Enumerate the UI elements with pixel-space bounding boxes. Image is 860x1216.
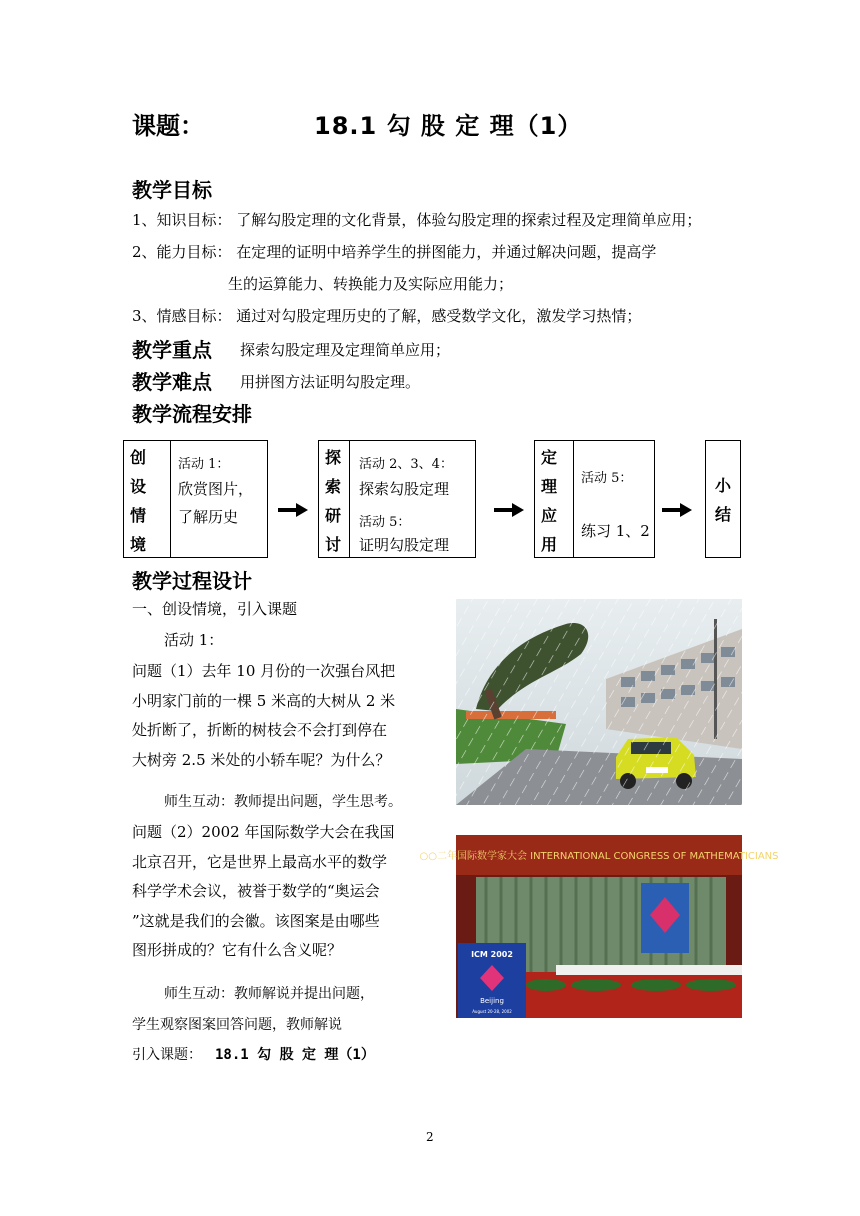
- intro-title: 18.1 勾 股 定 理（1）: [215, 1047, 375, 1063]
- flow-box-1-title-2: 设: [129, 477, 146, 496]
- objective-2: 2、能力目标： 在定理的证明中培养学生的拼图能力，并通过解决问题，提高学: [132, 243, 657, 261]
- flow-box-2-line-3: 活动 5：: [359, 515, 411, 530]
- intro-label: 引入课题：: [132, 1047, 202, 1063]
- poster-city: Beijing: [480, 997, 504, 1005]
- congress-banner: ○○二年国际数学家大会 INTERNATIONAL CONGRESS OF MATHEMATICIANS: [419, 851, 779, 862]
- flow-box-3-title-2: 理: [540, 477, 557, 496]
- flow-box-1-line-2: 欣赏图片，: [178, 480, 254, 498]
- question-1: [132, 657, 395, 775]
- activity-1-label: 活动 1：: [164, 631, 224, 649]
- objective-1: 1、知识目标： 了解勾股定理的文化背景，体验勾股定理的探索过程及定理简单应用；: [132, 211, 702, 229]
- flow-box-1-title-4: 境: [129, 535, 146, 554]
- page-title: 18.1 勾 股 定 理（1）: [314, 112, 583, 140]
- flow-box-1-line-3: 了解历史: [178, 508, 239, 526]
- flow-box-3-title-3: 应: [540, 506, 557, 525]
- flow-box-2-title-2: 索: [324, 477, 341, 496]
- flow-box-1-line-1: 活动 1：: [178, 457, 230, 472]
- flow-box-1-title-3: 情: [129, 506, 146, 525]
- question-1-line: 大树旁 2.5 米处的小轿车呢？为什么？: [132, 750, 391, 769]
- question-1-line: 处折断了，折断的树枝会不会打到停在: [132, 721, 388, 739]
- flow-box-3: [534, 440, 655, 558]
- flow-box-4-title-2: 结: [714, 505, 731, 524]
- question-2-line: 北京召开，它是世界上最高水平的数学: [132, 852, 388, 871]
- flow-box-2-title-4: 讨: [324, 535, 341, 554]
- difficulty-label: 教学难点: [132, 370, 212, 394]
- objectives-heading: 教学目标: [132, 178, 212, 202]
- question-1-line: 问题（1）去年 10 月份的一次强台风把: [132, 662, 396, 680]
- question-2: [132, 818, 395, 966]
- question-2-line: ”这就是我们的会徽。该图案是由哪些: [132, 911, 380, 930]
- page-number: 2: [426, 1130, 434, 1144]
- key-point-label: 教学重点: [132, 338, 212, 362]
- flow-heading: 教学流程安排: [132, 402, 252, 426]
- key-point-text: 探索勾股定理及定理简单应用；: [240, 341, 451, 359]
- congress-photo: [419, 835, 779, 1018]
- flow-box-2-title-3: 研: [324, 506, 341, 525]
- flow-box-4: [705, 440, 741, 558]
- flow-arrow-2: [494, 503, 524, 517]
- title-label: 课题：: [132, 112, 204, 140]
- difficulty-text: 用拼图方法证明勾股定理。: [240, 373, 421, 391]
- objective-2-cont: 生的运算能力、转换能力及实际应用能力；: [228, 275, 514, 293]
- question-1-line: 小明家门前的一棵 5 米高的大树从 2 米: [132, 691, 396, 710]
- storm-photo: [456, 599, 742, 805]
- question-2-line: 图形拼成的？它有什么含义呢？: [132, 941, 343, 959]
- flow-box-3-line-1: 活动 5：: [581, 471, 633, 486]
- flow-box-1-title-1: 创: [129, 448, 146, 467]
- icm-poster: [458, 943, 526, 1018]
- poster-title: ICM 2002: [471, 950, 513, 959]
- flow-box-3-title-4: 用: [540, 535, 557, 554]
- objective-3: 3、情感目标： 通过对勾股定理历史的了解，感受数学文化，激发学习热情；: [132, 307, 642, 325]
- flow-box-2: [318, 440, 476, 558]
- interaction-2-line-1: 师生互动：教师解说并提出问题，: [164, 986, 374, 1002]
- flow-box-1: [123, 440, 268, 558]
- flow-box-3-line-2: 练习 1、2: [581, 522, 650, 540]
- flow-box-2-line-2: 探索勾股定理: [359, 480, 450, 498]
- question-2-line: 问题（2）2002 年国际数学大会在我国: [132, 823, 395, 841]
- flow-arrow-1: [278, 503, 308, 517]
- section-1-heading: 一、创设情境，引入课题: [132, 600, 298, 618]
- flow-box-3-title-1: 定: [540, 448, 557, 467]
- flow-box-2-line-1: 活动 2、3、4：: [359, 457, 453, 472]
- poster-date: August 20-28, 2002: [472, 1009, 512, 1014]
- interaction-1: 师生互动：教师提出问题，学生思考。: [164, 794, 402, 810]
- flow-box-2-title-1: 探: [324, 448, 341, 467]
- flow-arrow-3: [662, 503, 692, 517]
- question-2-line: 科学学术会议，被誉于数学的“奥运会: [132, 882, 380, 900]
- flow-box-2-line-4: 证明勾股定理: [359, 536, 450, 554]
- interaction-2-line-2: 学生观察图案回答问题，教师解说: [132, 1017, 342, 1033]
- process-heading: 教学过程设计: [132, 569, 252, 593]
- flow-box-4-title-1: 小: [714, 476, 731, 495]
